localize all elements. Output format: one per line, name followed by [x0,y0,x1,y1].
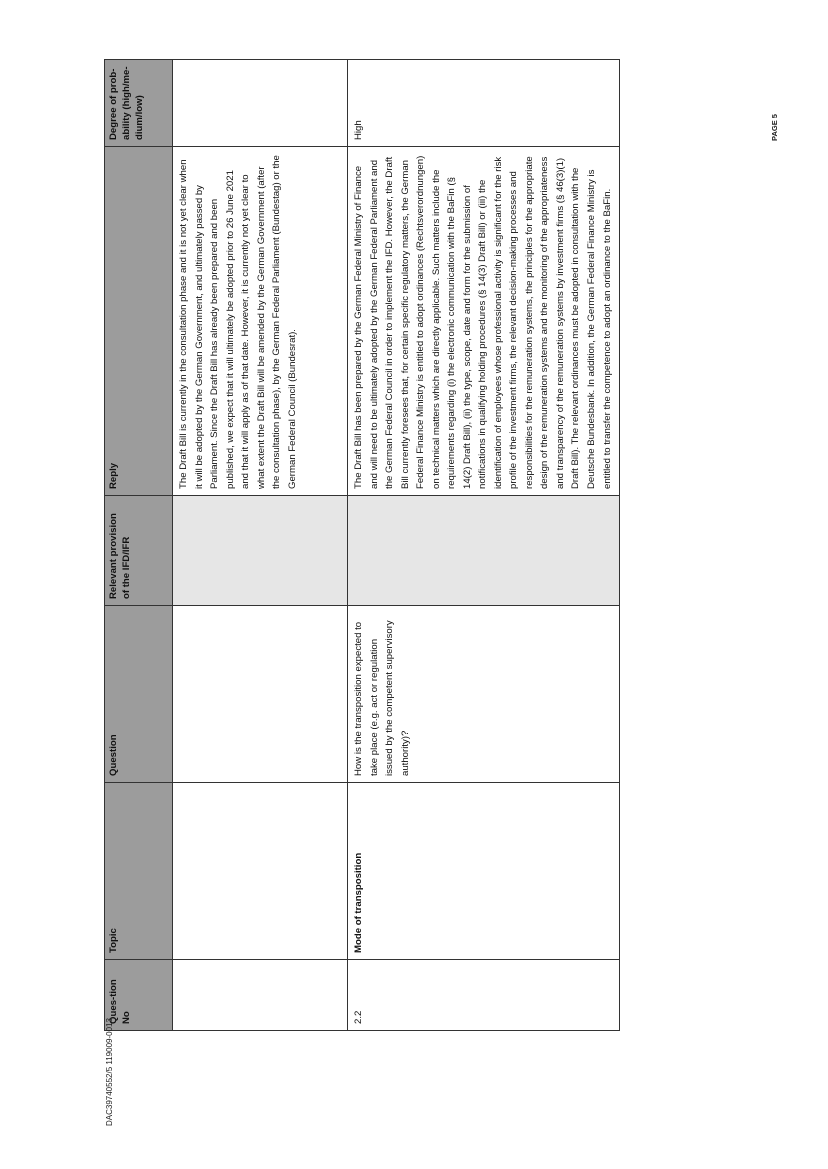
rotated-page [104,60,700,1031]
topic-cell [173,783,348,960]
question-cell: How is the transposition expected to take place (e.g. act or regulation issued by the competent supervisory authority)? [348,606,620,783]
document-reference: DAC39740552/5 119009-0013 [105,1018,114,1126]
reply-cell [348,147,620,496]
table-header-row [105,60,173,1031]
provision-cell [348,496,620,606]
header-question-no: Ques-tion No [105,960,173,1031]
question-number-cell: 2.2 [348,960,620,1031]
table-row [173,60,348,1031]
header-reply: Reply [105,147,173,496]
question-number-cell [173,960,348,1031]
header-topic: Topic [105,783,173,960]
topic-cell: Mode of transposition [348,783,620,960]
question-table [104,59,620,1031]
header-relevant-provision: Relevant provision of the IFD/IFR [105,496,173,606]
provision-cell [173,496,348,606]
reply-text: The Draft Bill is currently in the consultation phase and it is not yet clear when it will be adopted by the German Government, and ultimately passed by Parliament. Since the Draft Bill has already been prepared and been published, we expect that it will ultimately be adopted prior to 26 June 2021 and that it will apply as of that date. However, it is currently not yet clear to what extent the Draft Bill will be amended by the German Government (after the consultation phase), by the German Federal Parliament (Bundestag) or the German Federal Council (Bundesrat). [178,155,298,489]
header-degree-of-probability: Degree of prob-ability (high/me-dium/low) [105,60,173,147]
probability-cell [173,60,348,147]
reply-text: The Draft Bill has been prepared by the German Federal Ministry of Finance and will need to be ultimately adopted by the German Federal Parliament and the German Federal Council in order to implement the IFD. However, the Draft Bill currently foresees that, for certain specific regulatory matters, the German Federal Finance Ministry is entitled to adopt ordinances (Rechtsverordnungen) on technical matters which are directly applicable. Such matters include the requirements regarding (i) the electronic communication with the BaFin (§ 14(2) Draft Bill), (ii) the type, scope, date and form for the submission of notifications in qualifying holding procedures (§ 14(3) Draft Bill) or (iii) the identification of employees whose professional activity is significant for the risk profile of the investment firms, the relevant decision-making processes and responsibilities for the remuneration systems, the principles for the appropriate design of the remuneration systems and the monitoring of the appropriateness and transparency of the remuneration systems by investment firms (§ 46(3)(1) Draft Bill). The relevant ordinances must be adopted in consultation with the Deutsche Bundesbank. In addition, the German Federal Finance Ministry is entitled to transfer the competence to adopt an ordinance to the BaFin. [353,155,613,489]
probability-cell: High [348,60,620,147]
reply-cell [173,147,348,496]
table-row [348,60,620,1031]
question-cell [173,606,348,783]
page-number: PAGE 5 [770,114,779,141]
header-question: Question [105,606,173,783]
